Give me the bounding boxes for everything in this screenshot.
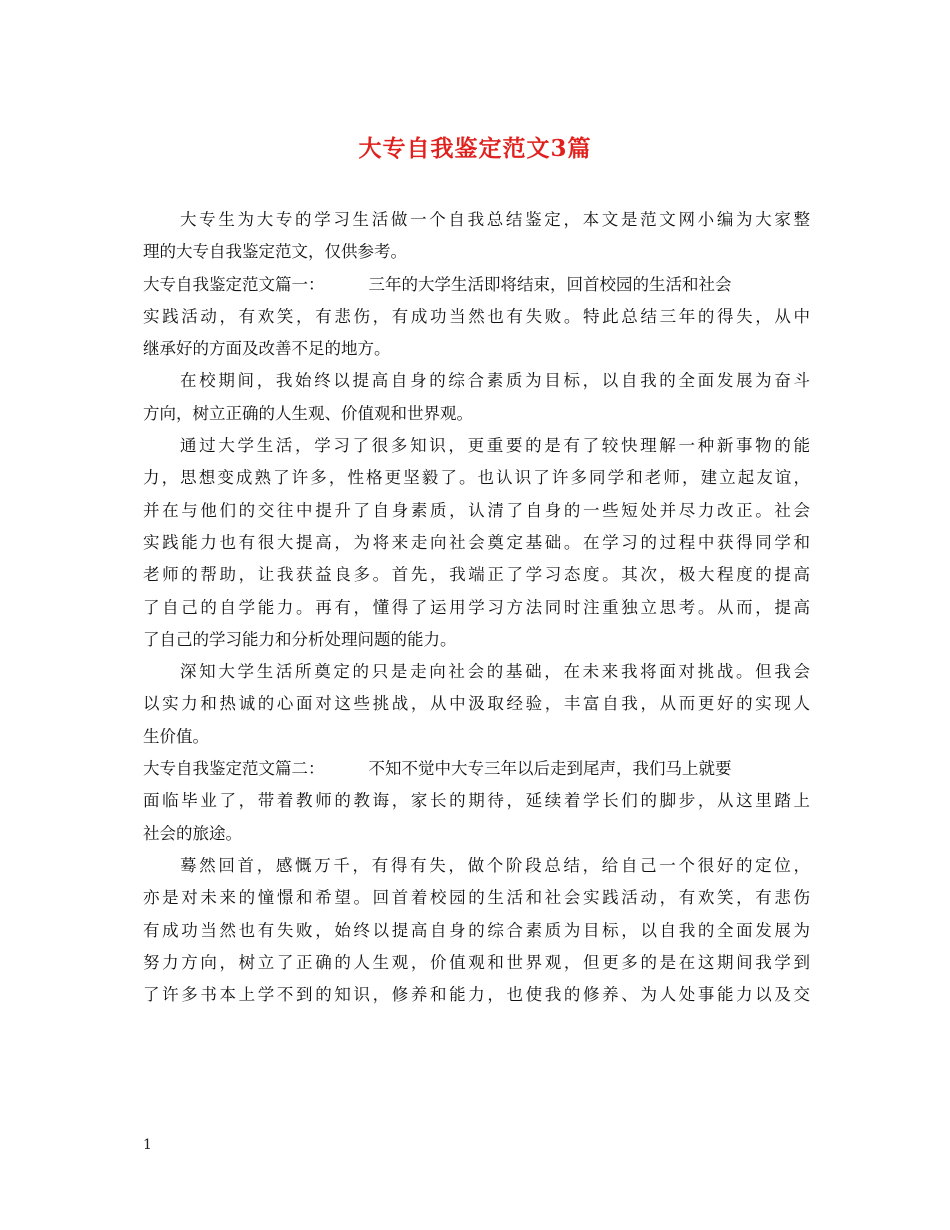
line-text: 不知不觉中大专三年以后走到尾声，我们马上就要 xyxy=(368,759,732,779)
text-line: 实践能力也有很大提高，为将来走向社会奠定基础。在学习的过程中获得同学和 xyxy=(143,532,810,552)
text-line: 实践活动，有欢笑，有悲伤，有成功当然也有失败。特此总结三年的得失，从中 xyxy=(143,306,810,326)
text-line: 了自己的自学能力。再有，懂得了运用学习方法同时注重独立思考。从而，提高 xyxy=(143,597,810,617)
text-line: 以实力和热诚的心面对这些挑战，从中汲取经验，丰富自我，从而更好的实现人 xyxy=(143,694,810,714)
section-heading-line xyxy=(143,753,810,785)
text-line: 老师的帮助，让我获益良多。首先，我端正了学习态度。其次，极大程度的提高 xyxy=(143,565,810,585)
line-text: 三年的大学生活即将结束，回首校园的生活和社会 xyxy=(368,274,732,294)
text-line: 生价值。 xyxy=(143,726,209,746)
text-line: 理的大专自我鉴定范文，仅供参考。 xyxy=(143,242,407,262)
section-heading-line xyxy=(143,269,810,301)
text-line: 在校期间，我始终以提高自身的综合素质为目标，以自我的全面发展为奋斗 xyxy=(180,371,810,391)
text-line: 方向，树立正确的人生观、价值观和世界观。 xyxy=(143,403,473,423)
text-line: 通过大学生活，学习了很多知识，更重要的是有了较快理解一种新事物的能 xyxy=(180,436,810,456)
text-line: 了许多书本上学不到的知识，修养和能力，也使我的修养、为人处事能力以及交 xyxy=(143,985,810,1005)
text-line: 有成功当然也有失败，始终以提高自身的综合素质为目标，以自我的全面发展为 xyxy=(143,920,810,940)
text-line: 继承好的方面及改善不足的地方。 xyxy=(143,339,391,359)
document-body xyxy=(143,204,810,1011)
document-title: 大专自我鉴定范文3篇 xyxy=(358,135,592,162)
page-number: 1 xyxy=(143,1137,152,1153)
text-line: 亦是对未来的憧憬和希望。回首着校园的生活和社会实践活动，有欢笑，有悲伤 xyxy=(143,888,810,908)
text-line: 社会的旅途。 xyxy=(143,823,242,843)
section-label: 大专自我鉴定范文篇二： xyxy=(143,759,325,779)
text-line: 深知大学生活所奠定的只是走向社会的基础，在未来我将面对挑战。但我会 xyxy=(180,662,810,682)
text-line: 面临毕业了，带着教师的教诲，家长的期待，延续着学长们的脚步，从这里踏上 xyxy=(143,791,810,811)
text-line: 了自己的学习能力和分析处理问题的能力。 xyxy=(143,629,457,649)
text-line: 大专生为大专的学习生活做一个自我总结鉴定，本文是范文网小编为大家整 xyxy=(180,210,810,229)
text-line: 并在与他们的交往中提升了自身素质，认清了自身的一些短处并尽力改正。社会 xyxy=(143,500,810,520)
text-line: 力，思想变成熟了许多，性格更坚毅了。也认识了许多同学和老师，建立起友谊， xyxy=(143,468,810,488)
text-line: 蓦然回首，感慨万千，有得有失，做个阶段总结，给自己一个很好的定位， xyxy=(180,855,810,875)
text-line: 努力方向，树立了正确的人生观，价值观和世界观，但更多的是在这期间我学到 xyxy=(143,952,810,972)
section-label: 大专自我鉴定范文篇一： xyxy=(143,274,325,294)
